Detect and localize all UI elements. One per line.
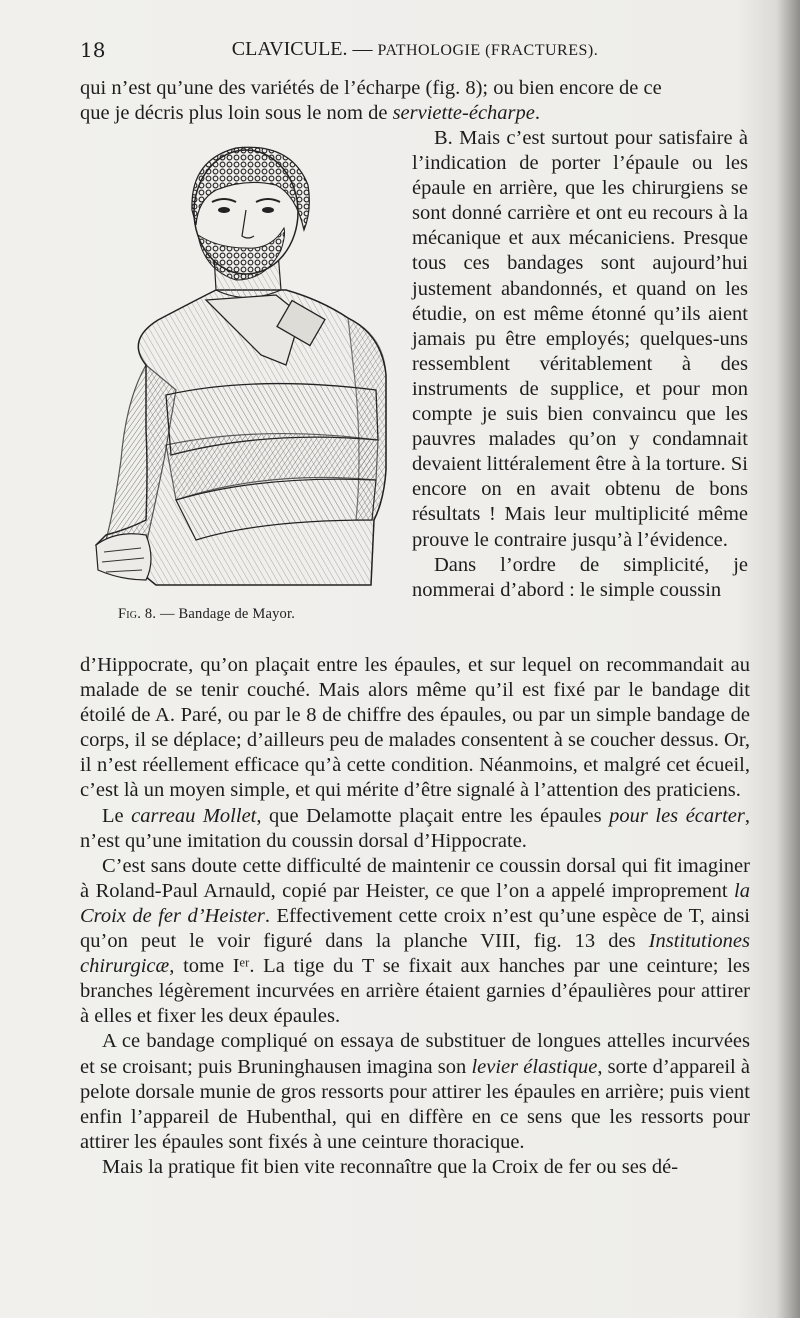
- page-number: 18: [80, 38, 106, 62]
- p2-start: Le: [102, 804, 132, 827]
- pour-les-ecarter-term: pour les écarter: [609, 804, 745, 827]
- levier-elastique-term: levier élastique: [471, 1055, 598, 1078]
- page-header: [80, 38, 750, 68]
- top-text-line-2-end: .: [534, 102, 540, 125]
- main-text: [80, 653, 750, 1180]
- top-text-line-1: qui n’est qu’une des variétés de l’écharpe (fig. 8); ou bien encore de ce: [80, 77, 662, 99]
- figure-8: [86, 140, 402, 605]
- right-column-text: [412, 126, 748, 603]
- figure-caption-text: — Bandage de Mayor.: [156, 606, 296, 622]
- p3-end: , tome Iᵉʳ. La tige du T se fixait aux hanches par une ceinture; les branches légèrement incurvées en arrière étaient garnies d’épaulières pour attirer à elles et fixer les deux épaules.: [80, 955, 750, 1028]
- running-title: [80, 38, 750, 61]
- paragraph-carreau-mollet: [80, 804, 750, 854]
- institutiones-term: Institutiones chirurgicæ: [80, 930, 750, 978]
- running-title-main: CLAVICULE. —: [231, 38, 378, 60]
- serviette-echarpe-term: serviette-écharpe: [392, 102, 535, 125]
- running-title-sub: PATHOLOGIE (FRACTURES).: [377, 42, 599, 59]
- p2-middle: , que Delamotte plaçait entre les épaules: [256, 804, 610, 827]
- top-text-line-2: [80, 101, 750, 126]
- paragraph-croix-de-fer: [80, 854, 750, 1030]
- p2-end: , n’est qu’une imitation du coussin dorsal d’Hippocrate.: [80, 804, 751, 852]
- p3-start: C’est sans doute cette difficulté de maintenir ce coussin dorsal qui fit imaginer à Roland-Paul Arnauld, copié par Heister, ce que l’on a appelé improprement: [80, 854, 750, 902]
- croix-de-fer-term: la Croix de fer d’Heister: [80, 879, 750, 927]
- top-text: [80, 76, 750, 126]
- paragraph-pratique: Mais la pratique fit bien vite reconnaître que la Croix de fer ou ses dé-: [102, 1155, 679, 1178]
- p3-middle: . Effectivement cette croix n’est qu’une espèce de T, ainsi qu’on peut le voir figuré dans la planche VIII, fig. 13 des: [80, 904, 750, 953]
- figure-label: Fig. 8.: [118, 606, 157, 622]
- engraving-man-with-bandage-icon: [86, 140, 402, 595]
- p4-end: , sorte d’appareil à pelote dorsale munie de gros ressorts pour attirer les épaules en arrière; puis vient enfin l’appareil de Hubenthal, qui en diffère en ce sens que les ressorts pour attirer les épaules sont fixés à une ceinture thoracique.: [80, 1055, 750, 1153]
- p4-start: A ce bandage compliqué on essaya de substituer de longues attelles incurvées et se croisant; puis Bruninghausen imagina son: [80, 1030, 750, 1078]
- figure-caption: [118, 606, 378, 623]
- paragraph-hippocrate: d’Hippocrate, qu’on plaçait entre les épaules, et sur lequel on recommandait au malade de se tenir couché. Mais alors même qu’il est fixé par le bandage dit étoilé de A. Paré, ou par le 8 de chiffre des épaules, ou par un simple bandage de corps, il se déplace; d’ailleurs peu de malades consentent à se coucher dessus. Or, il n’est réellement efficace qu’à cette condition. Néanmoins, et malgré cet écueil, c’est là un moyen simple, et qui mérite d’être signalé à l’attention des praticiens.: [80, 654, 750, 802]
- top-text-line-2-start: que je décris plus loin sous le nom de: [80, 102, 393, 125]
- paragraph-b: B. Mais c’est surtout pour satisfaire à l’indication de porter l’épaule ou les épaule en arrière, que les chirurgiens se sont donné carrière et ont eu recours à la mécanique et aux mécaniciens. Presque tous ces bandages sont aujourd’hui justement abandonnés, et quand on les étudie, on est même étonné qu’ils aient jamais pu être employés; quelques-uns ressemblent véritablement à des instruments de supplice, et pour mon compte je suis bien convaincu que les pauvres malades qu’on y condamnait devaient littéralement être à la torture. Si encore on en avait obtenu de bons résultats ! Mais leur multiplicité même prouve le contraire jusqu’à l’évidence.: [412, 127, 748, 551]
- paragraph-simplicity: Dans l’ordre de simplicité, je nommerai d’abord : le simple coussin: [412, 553, 748, 601]
- carreau-mollet-term: carreau Mollet: [131, 804, 257, 827]
- paragraph-attelles: [80, 1029, 750, 1154]
